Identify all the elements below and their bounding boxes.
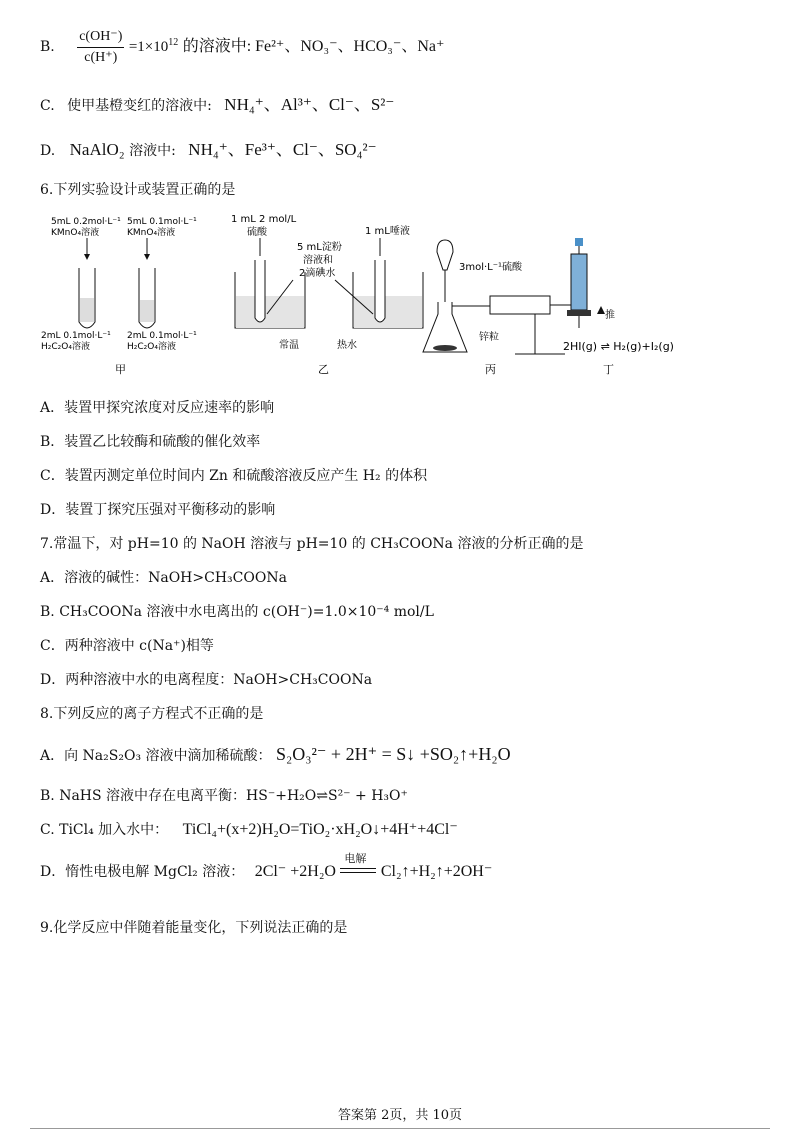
- electrolysis-label: 电解: [344, 852, 367, 865]
- footer-divider: [30, 1128, 770, 1129]
- bing-acid: 3mol·L⁻¹硫酸: [459, 262, 523, 273]
- q8-option-c: [40, 820, 458, 840]
- q6-option-d: D．装置丁探究压强对平衡移动的影响: [40, 502, 276, 518]
- q8-d-text: D．惰性电极电解 MgCl₂ 溶液：: [40, 864, 245, 880]
- yi-left-bottom: 常温: [279, 340, 299, 351]
- q7-option-d: D．两种溶液中水的电离程度：NaOH>CH₃COONa: [40, 672, 373, 688]
- ratio-value: $=1\times 10^{12}$: [128, 37, 179, 55]
- q5-d-reagent: NaAlO₂: [69, 140, 125, 159]
- apparatus-ding: [563, 238, 674, 376]
- yi-left-top-line1: 1 mL 2 mol/L: [231, 214, 297, 225]
- electrolysis-sign: [340, 852, 376, 882]
- yi-left-top-line2: 硫酸: [247, 227, 267, 238]
- jia-tube2-bottom-line2: H₂C₂O₄溶液: [127, 342, 176, 352]
- ding-caption: 丁: [603, 363, 614, 376]
- q7-stem: 7.常温下，对 pH=10 的 NaOH 溶液与 pH=10 的 CH₃COONa 溶液的分析正确的是: [40, 536, 584, 552]
- bing-zinc: 锌粒: [479, 332, 499, 343]
- fraction-numerator: c(OH⁻): [77, 27, 124, 48]
- yi-caption: 乙: [318, 363, 329, 376]
- test-tube: [375, 260, 385, 322]
- conical-flask: [423, 302, 467, 352]
- q5-option-b: [40, 20, 444, 66]
- test-tube: [255, 260, 265, 322]
- jia-tube1-top-line1: 5mL 0.2mol·L⁻¹: [51, 217, 121, 227]
- syringe: [571, 254, 587, 310]
- q6-apparatus-figure: [35, 210, 775, 390]
- jia-tube2-bottom-line1: 2mL 0.1mol·L⁻¹: [127, 331, 197, 341]
- q8-option-a: [40, 744, 511, 766]
- bing-caption: 丙: [485, 363, 496, 376]
- q5-d-ions: NH₄⁺、Fe³⁺、Cl⁻、SO₄²⁻: [188, 140, 377, 159]
- option-label: C.: [40, 98, 55, 114]
- q6-stem: 6.下列实验设计或装置正确的是: [40, 182, 236, 198]
- q5-option-d: [40, 140, 377, 161]
- ding-push: 推: [605, 310, 615, 321]
- fraction-denominator: c(H⁺): [84, 49, 118, 65]
- q7-option-b: B. CH₃COONa 溶液中水电离出的 c(OH⁻)=1.0×10⁻⁴ mol/L: [40, 604, 434, 620]
- jia-caption: 甲: [115, 363, 126, 376]
- yi-right-bottom: 热水: [337, 340, 357, 351]
- separatory-funnel: [437, 240, 453, 270]
- q5-c-ions: NH₄⁺、Al³⁺、Cl⁻、S²⁻: [224, 95, 395, 114]
- jia-tube1-bottom-line1: 2mL 0.1mol·L⁻¹: [41, 331, 111, 341]
- jia-tube1-bottom-line2: H₂C₂O₄溶液: [41, 342, 90, 352]
- q5-c-text: 使甲基橙变红的溶液中:: [67, 98, 212, 114]
- ratio-fraction: [77, 27, 124, 68]
- q8-c-text: C. TiCl₄ 加入水中：: [40, 822, 169, 838]
- q6-option-a: A．装置甲探究浓度对反应速率的影响: [40, 400, 275, 416]
- yi-middle-line2: 溶液和: [303, 255, 333, 266]
- jia-tube2-top-line2: KMnO₄溶液: [127, 228, 176, 238]
- q8-option-b: B. NaHS 溶液中存在电离平衡：HS⁻+H₂O⇌S²⁻ + H₃O⁺: [40, 788, 408, 804]
- q8-stem: 8.下列反应的离子方程式不正确的是: [40, 706, 264, 722]
- ding-equation: 2HI(g) ⇌ H₂(g)+I₂(g): [563, 340, 674, 353]
- q8-c-equation: TiCl₄+(x+2)H₂O=TiO₂·xH₂O↓+4H⁺+4Cl⁻: [182, 821, 458, 838]
- option-label: B.: [40, 39, 55, 55]
- q6-option-b: B．装置乙比较酶和硫酸的催化效率: [40, 434, 261, 450]
- q8-d-right: Cl₂↑+H₂↑+2OH⁻: [380, 863, 493, 880]
- q8-option-d: [40, 852, 493, 882]
- q7-option-a: A．溶液的碱性：NaOH>CH₃COONa: [40, 570, 287, 586]
- q8-a-equation: S₂O₃²⁻ + 2H⁺ = S↓ +SO₂↑+H₂O: [275, 744, 511, 764]
- yi-middle-line3: 2滴碘水: [299, 268, 336, 279]
- apparatus-jia: [41, 217, 197, 376]
- q5-option-c: [40, 95, 394, 116]
- q6-option-c: C．装置丙测定单位时间内 Zn 和硫酸溶液反应产生 H₂ 的体积: [40, 468, 428, 484]
- q7-option-c: C．两种溶液中 c(Na⁺)相等: [40, 638, 214, 654]
- q8-d-left: 2Cl⁻ +2H₂O: [254, 863, 336, 880]
- syringe-gas: [490, 296, 550, 314]
- yi-middle-line1: 5 mL淀粉: [297, 242, 342, 253]
- jia-tube2-top-line1: 5mL 0.1mol·L⁻¹: [127, 217, 197, 227]
- option-label: D.: [40, 143, 56, 159]
- q9-stem: 9.化学反应中伴随着能量变化，下列说法正确的是: [40, 920, 348, 936]
- apparatus-yi: [231, 214, 423, 376]
- q5-b-ions: 的溶液中: Fe²⁺、NO₃⁻、HCO₃⁻、Na⁺: [182, 38, 445, 55]
- page-footer: 答案第 2页，共 10页: [337, 1108, 463, 1123]
- apparatus-bing: [423, 240, 575, 376]
- q8-a-text: A．向 Na₂S₂O₃ 溶液中滴加稀硫酸：: [40, 748, 272, 764]
- jia-tube1-top-line2: KMnO₄溶液: [51, 228, 100, 238]
- yi-right-top: 1 mL唾液: [365, 226, 410, 237]
- q5-d-text: 溶液中:: [129, 143, 176, 159]
